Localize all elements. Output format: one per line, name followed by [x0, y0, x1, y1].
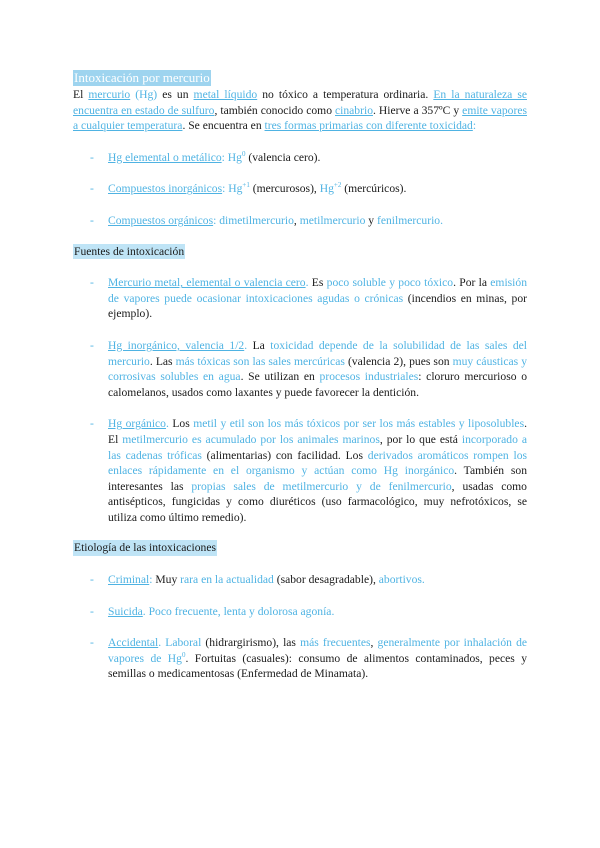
list-text: Los [172, 417, 194, 431]
highlight-text: poco soluble y poco tóxico [326, 276, 454, 290]
superscript: +2 [333, 181, 342, 190]
list-text: (valencia 2), pues son [344, 354, 453, 368]
highlight-text: más frecuentes [300, 636, 371, 650]
list-text: . Por la [453, 276, 491, 290]
intro-symbol: (Hg) [130, 88, 158, 101]
intro-paragraph [73, 87, 527, 134]
link-compuestos-inorganicos[interactable]: Compuestos inorgánicos [108, 182, 223, 196]
list-text: . También son interesantes las [108, 464, 527, 493]
list-item: - Criminal: Muy rara en la actualidad (sabor desagradable), abortivos. [90, 573, 425, 587]
separator: . [244, 338, 253, 352]
list-text: (valencia cero). [245, 150, 321, 164]
highlight-text: metilmercurio es acumulado por los animales marinos [122, 432, 380, 446]
highlight-text: Laboral [165, 636, 202, 650]
highlight-text: rara en la actualidad [180, 573, 274, 587]
chem-symbol: Hg [227, 150, 242, 164]
list-text: . Las [149, 354, 176, 368]
list-text: y [365, 213, 377, 227]
document-title: Intoxicación por mercurio [74, 70, 210, 85]
list-item: - Hg orgánico. Los metil y etil son los más tóxicos por ser los más estables y liposolubles. El metilmercurio es acumulado por los animales marinos, por lo que está incorporado a las cadenas tróficas (alimentarias) con facilidad. Los derivados aromáticos rompen los enlaces rápidamente en el organismo y actúan como Hg inorgánico. También son interesantes las propias sales de metilmercurio y de fenilmercurio, usadas como antisépticos, fungicidas y como diuréticos (uso farmacológico, muy nefrotóxicos, se utiliza como último remedio). [90, 417, 528, 524]
list-text: . [421, 573, 425, 587]
list-item: - Suicida. Poco frecuente, lenta y dolorosa agonía. [90, 604, 335, 618]
intro-text: . Se encuentra en [182, 119, 265, 133]
highlight-text: generalmente por inhalación de vapores de Hg [108, 636, 528, 665]
highlight-text: procesos industriales [319, 370, 419, 384]
link-compuestos-organicos[interactable]: Compuestos orgánicos [108, 213, 214, 227]
link-emite-vapores[interactable]: emite vapores a cualquier temperatura [73, 103, 527, 133]
highlight-text: incorporado a las cadenas tróficas [108, 432, 527, 462]
list-text: . El [108, 417, 527, 446]
list-text: , usadas como antisépticos, fungicidas y como diuréticos (uso farmacológico, muy nefrotóxicos, se utiliza como último remedio). [108, 479, 527, 524]
separator: : [221, 150, 228, 164]
superscript: 0 [241, 149, 246, 158]
list-text: (mercúricos). [341, 182, 407, 196]
etiologia-list [73, 572, 527, 682]
list-text: , por lo que está [379, 432, 462, 446]
link-suicida[interactable]: Suicida [108, 604, 143, 618]
list-text: Es [311, 276, 327, 290]
list-item: - Hg elemental o metálico: Hg$^0$ (valencia cero). [90, 149, 321, 164]
separator: . [165, 417, 173, 431]
separator: . [142, 604, 149, 618]
forms-list [73, 150, 527, 229]
list-item: - Hg inorgánico, valencia 1/2. La toxicidad depende de la solubilidad de las sales del mercurio. Las más tóxicas son las sales mercúricas (valencia 2), pues son muy cáusticas y corrosivas solubles en agua. Se utilizan en procesos industriales: cloruro mercurioso o calomelanos, usados como laxantes y puede favorecer la dentición. [90, 338, 527, 399]
highlight-text: metil y etil son los más tóxicos por ser los más estables y liposolubles [193, 417, 525, 431]
compound-name: dimetilmercurio [219, 213, 294, 227]
highlight-text: propias sales de metilmercurio y de fenilmercurio [191, 479, 452, 493]
list-text: . Se utilizan en [240, 370, 320, 384]
list-item: - Compuestos orgánicos: dimetilmercurio, metilmercurio y fenilmercurio. [90, 213, 443, 227]
highlight-text: toxicidad depende de la solubilidad de las sales del mercurio [108, 338, 527, 368]
highlight-text: Poco frecuente, lenta y dolorosa agonía [148, 604, 332, 618]
list-item: - Compuestos inorgánicos: $Hg^{+1}$ (mercurosos), $Hg^{+2}$ (mercúricos). [90, 181, 407, 196]
link-cinabrio[interactable]: cinabrio [335, 103, 373, 117]
intro-text: es un [157, 88, 194, 101]
link-hg-elemental[interactable]: Hg elemental o metálico [108, 150, 222, 164]
intro-text: . Hierve a 357ºC y [373, 103, 463, 117]
separator: : [213, 213, 220, 227]
list-text: La [252, 338, 271, 352]
compound-name: fenilmercurio [377, 213, 441, 227]
compound-name: metilmercurio [299, 213, 366, 227]
list-text: . [331, 604, 335, 618]
list-text: (mercurosos), [249, 182, 320, 196]
list-text: (incendios en minas, por ejemplo). [108, 291, 527, 321]
list-text: : cloruro mercurioso o calomelanos, usados como laxantes y puede favorecer la dentición. [108, 370, 527, 399]
separator: . [158, 636, 166, 650]
link-metal-liquido[interactable]: metal líquido [193, 88, 258, 101]
separator: : [149, 573, 156, 587]
highlight-text: emisión de vapores puede ocasionar intoxicaciones agudas o crónicas [108, 276, 527, 305]
superscript: 0 [181, 650, 186, 659]
link-criminal[interactable]: Criminal [108, 573, 150, 587]
section-heading-etiologia: Etiología de las intoxicaciones [74, 541, 216, 555]
intro-text: no tóxico a temperatura ordinaria. [257, 88, 434, 101]
link-mercurio[interactable]: mercurio [88, 88, 131, 101]
list-text: . [440, 213, 443, 227]
list-text: (sabor desagradable), [273, 573, 379, 587]
intro-text: : [472, 119, 477, 133]
separator: . [305, 276, 312, 290]
list-text: Muy [155, 573, 181, 587]
fuentes-list [73, 275, 527, 525]
chem-symbol: Hg [228, 182, 243, 196]
highlight-text: muy cáusticas y corrosivas solubles en agua [108, 354, 527, 384]
link-hg-inorganico[interactable]: Hg inorgánico, valencia 1/2 [108, 338, 245, 352]
intro-text: El [73, 88, 89, 101]
chem-symbol: Hg [319, 182, 334, 196]
intro-text: , también conocido como [214, 103, 335, 117]
link-tres-formas[interactable]: tres formas primarias con diferente toxicidad [264, 119, 473, 133]
highlight-text: más tóxicas son las sales mercúricas [175, 354, 345, 368]
link-hg-organico[interactable]: Hg orgánico [108, 417, 166, 431]
highlight-text: abortivos [378, 573, 422, 587]
section-heading-fuentes: Fuentes de intoxicación [74, 244, 185, 258]
superscript: +1 [242, 181, 250, 190]
list-item: - Accidental. Laboral (hidrargirismo), las más frecuentes, generalmente por inhalación de vapores de Hg$^0$. Fortuitas (casuales): consumo de alimentos contaminados, peces y semillas o medicamentosas (Enfermedad de Minamata). [90, 636, 528, 681]
list-text: (alimentarias) con facilidad. Los [201, 448, 368, 462]
highlight-text: derivados aromáticos rompen los enlaces rápidamente en el organismo y actúan como Hg inorgánico [108, 448, 528, 478]
list-text: (hidrargirismo), las [201, 636, 301, 650]
list-item: - Mercurio metal, elemental o valencia cero. Es poco soluble y poco tóxico. Por la emisión de vapores puede ocasionar intoxicaciones agudas o crónicas (incendios en minas, por ejemplo). [90, 276, 527, 321]
link-naturaleza[interactable]: En la naturaleza se encuentra en estado de sulfuro [73, 88, 527, 117]
list-text: , [370, 636, 378, 650]
link-accidental[interactable]: Accidental [108, 636, 159, 650]
list-text: . Fortuitas (casuales): consumo de alimentos contaminados, peces y semillas o medicamentosas (Enfermedad de Minamata). [108, 651, 527, 681]
link-mercurio-metal[interactable]: Mercurio metal, elemental o valencia cero [108, 276, 306, 290]
separator: : [222, 182, 229, 196]
list-text: , [293, 213, 300, 227]
